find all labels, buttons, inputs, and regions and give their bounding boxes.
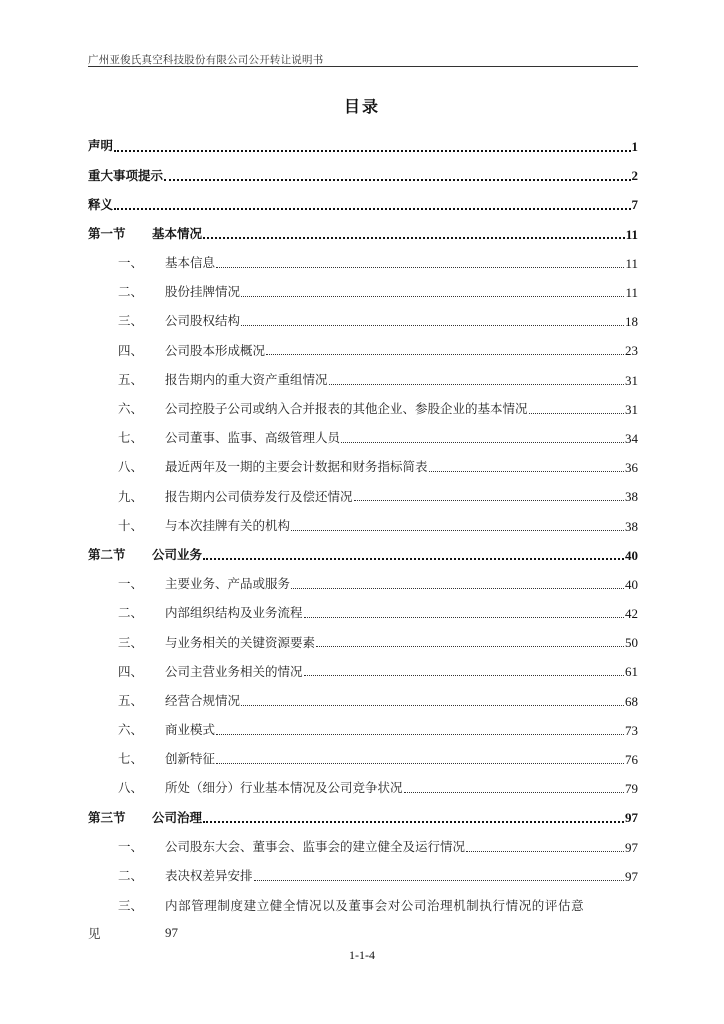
running-header: 广州亚俊氏真空科技股份有限公司公开转让说明书 bbox=[88, 54, 324, 66]
toc-entry-page: 11 bbox=[625, 285, 638, 301]
toc-entry-label: 公司控股子公司或纳入合并报表的其他企业、参股企业的基本情况 bbox=[165, 401, 528, 417]
toc-entry-number: 七、 bbox=[118, 430, 144, 446]
toc-dot-leader bbox=[114, 196, 630, 210]
toc-entry-page: 97 bbox=[165, 925, 178, 941]
toc-entry-page: 97 bbox=[625, 868, 638, 884]
toc-entry-page: 11 bbox=[625, 226, 638, 242]
toc-entry-section[interactable] bbox=[88, 803, 638, 832]
toc-entry-subsection[interactable] bbox=[88, 628, 638, 657]
toc-entry-page: 76 bbox=[625, 752, 638, 768]
toc-entry-subsection[interactable] bbox=[88, 862, 638, 891]
toc-entry-number: 四、 bbox=[118, 342, 144, 358]
toc-entry-label-continued: 见 bbox=[88, 926, 101, 942]
toc-entry-page: 73 bbox=[625, 722, 638, 738]
toc-entry-label: 与业务相关的关键资源要素 bbox=[165, 634, 316, 650]
toc-entry-label: 声明 bbox=[88, 138, 114, 154]
toc-dot-leader bbox=[216, 722, 624, 735]
toc-entry-number: 三、 bbox=[118, 898, 144, 914]
toc-entry-number: 三、 bbox=[118, 634, 144, 650]
toc-entry-subsection[interactable] bbox=[88, 453, 638, 482]
toc-entry-subsection[interactable] bbox=[88, 774, 638, 803]
toc-dot-leader bbox=[429, 459, 624, 472]
header-rule bbox=[88, 66, 638, 67]
toc-entry-label: 表决权差异安排 bbox=[165, 868, 253, 884]
toc-entry-page: 34 bbox=[625, 430, 638, 446]
toc-entry-label: 创新特征 bbox=[165, 751, 216, 767]
toc-dot-leader bbox=[304, 605, 624, 618]
toc-entry-number: 四、 bbox=[118, 663, 144, 679]
toc-entry-label: 基本信息 bbox=[165, 255, 216, 271]
toc-entry-page: 38 bbox=[625, 489, 638, 505]
toc-entry-label: 与本次挂牌有关的机构 bbox=[165, 517, 291, 533]
toc-entry-page: 42 bbox=[625, 606, 638, 622]
toc-entry-page: 31 bbox=[625, 401, 638, 417]
toc-dot-leader bbox=[241, 284, 624, 297]
toc-entry-number: 八、 bbox=[118, 780, 144, 796]
toc-entry-number: 三、 bbox=[118, 313, 144, 329]
toc-entry-number: 第三节 bbox=[88, 809, 126, 825]
toc-entry-number: 七、 bbox=[118, 751, 144, 767]
toc-entry-number: 第二节 bbox=[88, 546, 126, 562]
toc-entry-subsection[interactable] bbox=[88, 482, 638, 511]
toc-dot-leader bbox=[254, 868, 624, 881]
toc-entry-label: 重大事项提示 bbox=[88, 167, 164, 183]
toc-entry-page: 2 bbox=[631, 168, 638, 184]
toc-dot-leader bbox=[529, 401, 624, 414]
toc-entry-section[interactable] bbox=[88, 220, 638, 249]
toc-entry-subsection[interactable] bbox=[88, 249, 638, 278]
toc-entry-page: 1 bbox=[631, 139, 638, 155]
toc-dot-leader bbox=[354, 488, 624, 501]
toc-entry-label: 基本情况 bbox=[152, 225, 203, 241]
toc-entry-label: 内部组织结构及业务流程 bbox=[165, 605, 303, 621]
toc-dot-leader bbox=[329, 372, 624, 385]
toc-entry-page: 23 bbox=[625, 343, 638, 359]
toc-entry-label: 主要业务、产品或服务 bbox=[165, 576, 291, 592]
toc-entry-page: 18 bbox=[625, 314, 638, 330]
toc-dot-leader bbox=[291, 518, 624, 531]
toc-entry-page: 40 bbox=[625, 547, 638, 563]
toc-entry-number: 六、 bbox=[118, 722, 144, 738]
toc-entry-subsection[interactable] bbox=[88, 511, 638, 540]
toc-dot-leader bbox=[203, 546, 624, 560]
toc-dot-leader bbox=[216, 255, 624, 268]
toc-entry-number: 二、 bbox=[118, 868, 144, 884]
toc-entry-number: 二、 bbox=[118, 605, 144, 621]
toc-entry-page: 50 bbox=[625, 635, 638, 651]
toc-entry-page: 38 bbox=[625, 518, 638, 534]
table-of-contents bbox=[88, 132, 638, 946]
toc-entry-subsection[interactable] bbox=[88, 745, 638, 774]
toc-entry-page: 61 bbox=[625, 664, 638, 680]
toc-entry-label: 公司治理 bbox=[152, 809, 203, 825]
toc-entry-number: 五、 bbox=[118, 692, 144, 708]
page-number: 1-1-4 bbox=[349, 948, 375, 962]
toc-entry-label: 公司股东大会、董事会、监事会的建立健全及运行情况 bbox=[165, 838, 466, 854]
toc-entry-label: 报告期内公司债券发行及偿还情况 bbox=[165, 488, 353, 504]
toc-dot-leader bbox=[291, 576, 624, 589]
toc-dot-leader bbox=[164, 167, 630, 181]
toc-entry-section[interactable] bbox=[88, 541, 638, 570]
toc-entry-subsection[interactable] bbox=[88, 687, 638, 716]
toc-dot-leader bbox=[404, 780, 624, 793]
toc-entry-number: 一、 bbox=[118, 255, 144, 271]
toc-entry-label: 公司董事、监事、高级管理人员 bbox=[165, 430, 341, 446]
toc-entry-label: 股份挂牌情况 bbox=[165, 284, 241, 300]
toc-entry-section[interactable] bbox=[88, 132, 638, 161]
toc-entry-page: 11 bbox=[625, 255, 638, 271]
toc-entry-subsection[interactable] bbox=[88, 336, 638, 365]
toc-dot-leader bbox=[241, 313, 624, 326]
toc-dot-leader bbox=[341, 430, 624, 443]
toc-entry-wrapped[interactable] bbox=[88, 891, 638, 946]
toc-entry-label: 报告期内的重大资产重组情况 bbox=[165, 371, 328, 387]
toc-entry-number: 一、 bbox=[118, 838, 144, 854]
toc-entry-number: 十、 bbox=[118, 517, 144, 533]
toc-entry-section[interactable] bbox=[88, 161, 638, 190]
toc-entry-subsection[interactable] bbox=[88, 833, 638, 862]
toc-entry-subsection[interactable] bbox=[88, 424, 638, 453]
toc-entry-label: 最近两年及一期的主要会计数据和财务指标简表 bbox=[165, 459, 428, 475]
toc-entry-label: 释义 bbox=[88, 196, 114, 212]
toc-title: 目录 bbox=[343, 97, 380, 116]
toc-entry-subsection[interactable] bbox=[88, 657, 638, 686]
toc-entry-number: 二、 bbox=[118, 284, 144, 300]
toc-entry-label: 内部管理制度建立健全情况以及董事会对公司治理机制执行情况的评估意 bbox=[165, 898, 585, 914]
toc-dot-leader bbox=[316, 634, 624, 647]
toc-entry-subsection[interactable] bbox=[88, 366, 638, 395]
toc-entry-number: 五、 bbox=[118, 371, 144, 387]
toc-dot-leader bbox=[304, 663, 624, 676]
toc-entry-page: 31 bbox=[625, 372, 638, 388]
toc-entry-subsection[interactable] bbox=[88, 599, 638, 628]
toc-dot-leader bbox=[241, 693, 624, 706]
toc-entry-page: 7 bbox=[631, 197, 638, 213]
toc-entry-number: 一、 bbox=[118, 576, 144, 592]
toc-entry-label: 公司业务 bbox=[152, 546, 203, 562]
toc-dot-leader bbox=[466, 839, 624, 852]
toc-entry-number: 六、 bbox=[118, 401, 144, 417]
toc-entry-subsection[interactable] bbox=[88, 570, 638, 599]
toc-entry-label: 公司股权结构 bbox=[165, 313, 241, 329]
toc-entry-number: 九、 bbox=[118, 488, 144, 504]
toc-entry-page: 97 bbox=[625, 839, 638, 855]
toc-entry-page: 97 bbox=[625, 810, 638, 826]
toc-entry-label: 经营合规情况 bbox=[165, 692, 241, 708]
toc-entry-page: 79 bbox=[625, 781, 638, 797]
toc-entry-subsection[interactable] bbox=[88, 716, 638, 745]
toc-entry-label: 公司股本形成概况 bbox=[165, 342, 266, 358]
toc-dot-leader bbox=[266, 342, 624, 355]
toc-entry-section[interactable] bbox=[88, 190, 638, 219]
toc-dot-leader bbox=[216, 751, 624, 764]
toc-entry-label: 公司主营业务相关的情况 bbox=[165, 663, 303, 679]
toc-dot-leader bbox=[203, 225, 625, 239]
toc-dot-leader bbox=[114, 138, 630, 152]
toc-dot-leader bbox=[203, 809, 624, 823]
toc-entry-subsection[interactable] bbox=[88, 307, 638, 336]
toc-entry-number: 八、 bbox=[118, 459, 144, 475]
toc-entry-page: 36 bbox=[625, 460, 638, 476]
toc-entry-subsection[interactable] bbox=[88, 395, 638, 424]
toc-entry-label: 所处（细分）行业基本情况及公司竞争状况 bbox=[165, 780, 403, 796]
toc-entry-page: 40 bbox=[625, 576, 638, 592]
toc-entry-subsection[interactable] bbox=[88, 278, 638, 307]
toc-entry-label: 商业模式 bbox=[165, 722, 216, 738]
toc-entry-number: 第一节 bbox=[88, 225, 126, 241]
toc-entry-page: 68 bbox=[625, 693, 638, 709]
